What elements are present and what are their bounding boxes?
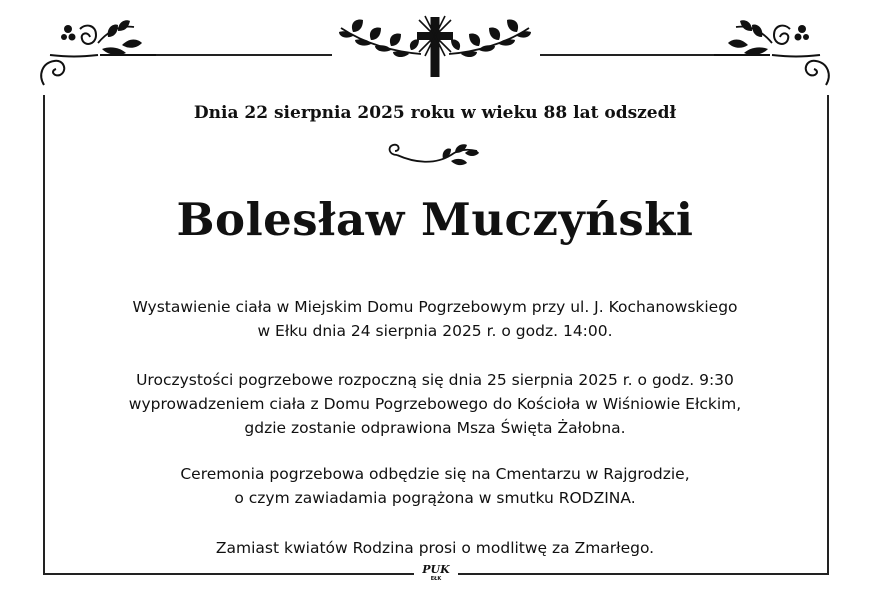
text-line: Uroczystości pogrzebowe rozpoczną się dnia 25 sierpnia 2025 r. o godz. 9:30 [136,371,734,389]
logo-sub: EŁK [430,576,442,582]
top-rule-left [150,54,332,56]
text-line: Ceremonia pogrzebowa odbędzie się na Cmentarzu w Rajgrodzie, [180,465,690,483]
death-announcement: Dnia 22 sierpnia 2025 roku w wieku 88 lat odszedł [193,103,677,123]
cross-laurel-icon [335,14,535,80]
text-line: wyprowadzeniem ciała z Domu Pogrzebowego do Kościoła w Wiśniowie Ełckim, [128,395,742,413]
top-rule-right [540,54,722,56]
flourish-icon [385,141,485,171]
logo-main: PUK [422,563,450,576]
cross-icon [431,17,440,77]
burial-paragraph [0,462,870,510]
corner-flourish-left-icon [38,15,158,90]
text-line: Wystawienie ciała w Miejskim Domu Pogrzebowym przy ul. J. Kochanowskiego [132,298,738,316]
deceased-name: Bolesław Muczyński [176,193,694,246]
corner-flourish-right-icon [712,15,832,90]
text-line: gdzie zostanie odprawiona Msza Święta Żałobna. [244,419,626,437]
text-line: o czym zawiadamia pogrążona w smutku RODZINA. [234,489,636,507]
ceremony-paragraph [0,368,870,440]
flowers-paragraph [0,536,870,560]
text-line: w Ełku dnia 24 sierpnia 2025 r. o godz. 14:00. [257,322,613,340]
puk-logo [414,564,458,584]
text-line: Zamiast kwiatów Rodzina prosi o modlitwę za Zmarłego. [215,539,655,557]
viewing-paragraph [0,295,870,343]
